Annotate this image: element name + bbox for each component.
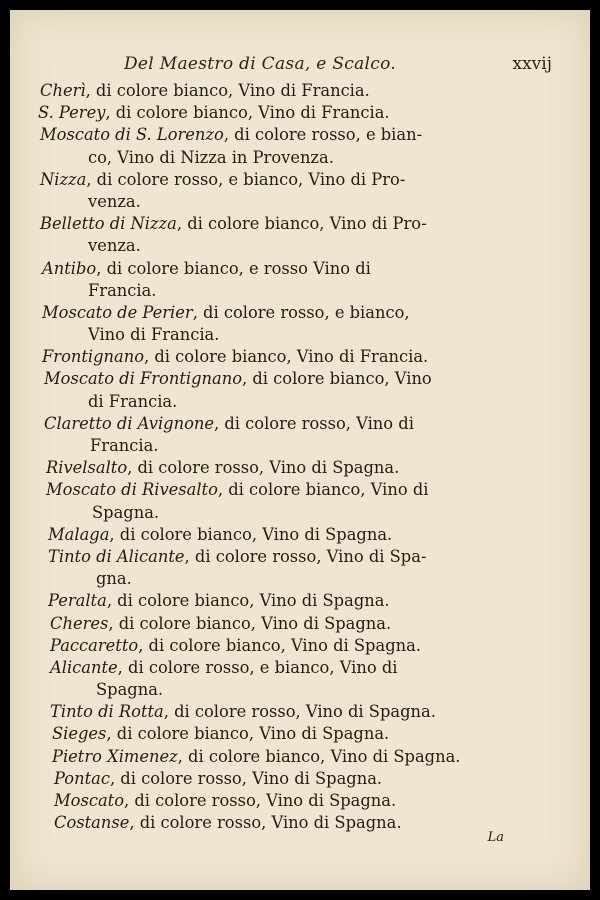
wine-entry-line <box>10 258 590 280</box>
wine-name: Frontignano <box>42 347 145 367</box>
wine-description: Spagna. <box>92 502 160 522</box>
wine-entry-line <box>10 391 590 413</box>
wine-description: , di colore bianco, Vino di Spagna. <box>138 635 421 655</box>
wine-entry-line <box>10 590 590 612</box>
wine-name: Pietro Ximenez <box>52 746 178 766</box>
wine-entry-line <box>10 191 590 213</box>
wine-name: Moscato di Frontignano <box>44 369 242 389</box>
wine-entry-line <box>10 280 590 302</box>
wine-description: , di colore bianco, Vino di Spagna. <box>106 591 390 611</box>
wine-description: , di colore rosso, Vino di Spa- <box>184 546 427 566</box>
wine-entry-line <box>10 723 590 745</box>
wine-description: , di colore bianco, Vino di Francia. <box>85 81 370 100</box>
wine-name: Cheres <box>50 613 109 633</box>
wine-description: , di colore rosso, Vino di Spagna. <box>127 458 400 478</box>
wine-name: Moscato di Rivesalto <box>46 480 218 500</box>
wine-description: , di colore bianco, Vino di Pro- <box>176 214 427 234</box>
wine-name: Peralta <box>48 591 107 611</box>
wine-description: , di colore rosso, e bian- <box>223 125 423 145</box>
wine-description: co, Vino di Nizza in Provenza. <box>88 147 334 167</box>
wine-entry-line <box>10 169 590 191</box>
wine-entry-line <box>10 502 590 524</box>
wine-description: Francia. <box>90 436 159 455</box>
wine-name: Tinto di Rotta <box>50 702 164 722</box>
wine-description: , di colore bianco, Vino di Francia. <box>144 347 429 367</box>
wine-entry-line <box>10 479 590 501</box>
wine-description: , di colore bianco, Vino di Francia. <box>105 103 390 123</box>
wine-entry-line <box>10 746 590 768</box>
wine-entry-line <box>10 613 590 635</box>
wine-description: gna. <box>96 569 132 589</box>
wine-description: , di colore rosso, Vino di Spagna. <box>109 768 383 788</box>
wine-name: Tinto di Alicante <box>48 546 185 566</box>
wine-entry-line <box>10 302 590 324</box>
running-title: Del Maestro di Casa, e Scalco. <box>124 54 397 74</box>
wine-entry-line <box>10 546 590 568</box>
wine-description: , di colore rosso, Vino di Spagna. <box>129 813 402 833</box>
wine-entry-line <box>10 235 590 257</box>
wine-name: Alicante <box>50 657 118 677</box>
wine-description: , di colore rosso, e bianco, Vino di Pro- <box>86 169 406 189</box>
wine-description: Vino di Francia. <box>88 325 220 345</box>
wine-name: S. Perey <box>38 103 106 123</box>
wine-entry-line <box>10 679 590 701</box>
wine-entry-line <box>10 368 590 390</box>
wine-description: , di colore bianco, Vino di Spagna. <box>108 613 392 633</box>
wine-description: , di colore bianco, Vino <box>242 369 432 389</box>
wine-list <box>10 80 590 834</box>
wine-description: venza. <box>88 191 141 211</box>
wine-name: Belletto di Nizza <box>40 214 177 234</box>
wine-name: Sieges <box>52 724 107 744</box>
book-page <box>10 10 590 890</box>
wine-entry-line <box>10 124 590 146</box>
wine-entry-line <box>10 213 590 235</box>
wine-description: Francia. <box>88 280 157 300</box>
wine-entry-line <box>10 346 590 368</box>
wine-entry-line <box>10 457 590 479</box>
wine-description: venza. <box>88 236 141 256</box>
wine-entry-line <box>10 147 590 169</box>
catchword: La <box>487 830 504 845</box>
wine-description: , di colore rosso, Vino di Spagna. <box>124 791 397 810</box>
wine-entry-line <box>10 413 590 435</box>
page-number: xxvij <box>512 54 552 74</box>
wine-name: Rivelsalto <box>46 458 128 478</box>
wine-name: Antibo <box>42 258 97 278</box>
wine-name: Moscato <box>54 791 124 810</box>
wine-description: , di colore rosso, e bianco, <box>192 302 410 322</box>
wine-name: Pontac <box>54 768 110 788</box>
wine-name: Cherì <box>40 81 86 100</box>
wine-entry-line <box>10 635 590 657</box>
wine-entry-line <box>10 324 590 346</box>
wine-description: , di colore bianco, Vino di <box>217 480 429 500</box>
wine-description: , di colore bianco, Vino di Spagna. <box>106 724 390 744</box>
wine-description: , di colore rosso, e bianco, Vino di <box>117 657 398 677</box>
wine-name: Moscato de Perier <box>42 302 193 322</box>
wine-description: , di colore rosso, Vino di Spagna. <box>163 702 436 722</box>
wine-entry-line <box>10 790 590 812</box>
running-header <box>10 54 590 78</box>
wine-name: Malaga <box>48 524 110 544</box>
wine-entry-line <box>10 768 590 790</box>
wine-entry-line <box>10 657 590 679</box>
wine-description: , di colore bianco, e rosso Vino di <box>96 258 371 278</box>
wine-name: Nizza <box>40 169 87 189</box>
wine-description: , di colore bianco, Vino di Spagna. <box>109 524 393 544</box>
wine-entry-line <box>10 80 590 102</box>
wine-description: , di colore rosso, Vino di <box>214 413 414 433</box>
wine-entry-line <box>10 435 590 457</box>
wine-name: Moscato di S. Lorenzo <box>40 125 224 145</box>
wine-description: , di colore bianco, Vino di Spagna. <box>177 746 461 766</box>
wine-name: Paccaretto <box>50 635 139 655</box>
wine-description: di Francia. <box>88 391 178 411</box>
wine-name: Claretto di Avignone <box>44 413 214 433</box>
wine-entry-line <box>10 701 590 723</box>
wine-name: Costanse <box>54 813 130 833</box>
wine-entry-line <box>10 568 590 590</box>
wine-entry-line <box>10 524 590 546</box>
wine-description: Spagna. <box>96 680 164 700</box>
wine-entry-line <box>10 102 590 124</box>
